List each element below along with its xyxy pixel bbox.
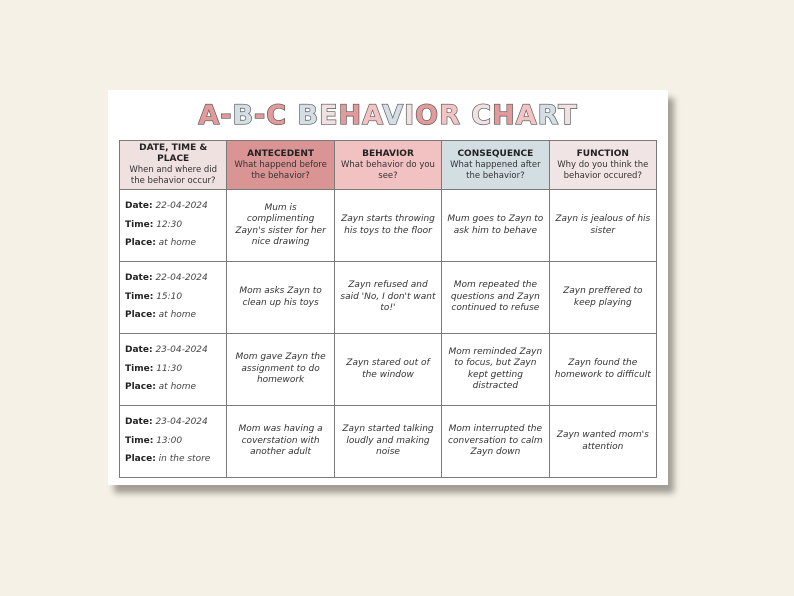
title-letter: I bbox=[404, 100, 416, 131]
column-heading: FUNCTION bbox=[576, 148, 629, 159]
consequence-cell: Mum goes to Zayn to ask him to behave bbox=[442, 190, 549, 262]
place-label: Place: bbox=[125, 454, 156, 465]
date-value: 23-04-2024 bbox=[155, 417, 208, 428]
function-cell: Zayn wanted mom's attention bbox=[549, 406, 656, 478]
title-letter: A bbox=[198, 100, 221, 131]
date-time-place-cell bbox=[120, 406, 227, 478]
time-label: Time: bbox=[125, 219, 154, 230]
date-label: Date: bbox=[125, 273, 153, 284]
behavior-cell: Zayn started talking loudly and making noise bbox=[334, 406, 441, 478]
date-time-place-cell bbox=[120, 190, 227, 262]
function-cell: Zayn is jealous of his sister bbox=[549, 190, 656, 262]
title-letter: E bbox=[319, 100, 339, 131]
title-letter: R bbox=[537, 100, 559, 131]
date-time-place-cell bbox=[120, 334, 227, 406]
header-behavior bbox=[334, 141, 441, 190]
header-antecedent bbox=[227, 141, 334, 190]
abc-table bbox=[119, 140, 657, 478]
column-subheading: Why do you think the behavior occured? bbox=[557, 159, 649, 181]
date-value: 23-04-2024 bbox=[155, 345, 208, 356]
title-letter: B bbox=[297, 100, 320, 131]
header-consequence bbox=[442, 141, 549, 190]
antecedent-cell: Mom gave Zayn the assignment to do homework bbox=[227, 334, 334, 406]
column-subheading: What happend before the behavior? bbox=[234, 159, 327, 181]
header-date-time-place bbox=[120, 141, 227, 190]
consequence-cell: Mom interrupted the conversation to calm Zayn down bbox=[442, 406, 549, 478]
antecedent-cell: Mom was having a coverstation with another adult bbox=[227, 406, 334, 478]
date-label: Date: bbox=[125, 345, 153, 356]
function-cell: Zayn preffered to keep playing bbox=[549, 262, 656, 334]
title-letter: R bbox=[439, 100, 461, 131]
title-letter: - bbox=[254, 100, 267, 131]
antecedent-cell: Mom asks Zayn to clean up his toys bbox=[227, 262, 334, 334]
title-letter: V bbox=[382, 100, 405, 131]
function-cell: Zayn found the homework to difficult bbox=[549, 334, 656, 406]
title-letter: T bbox=[558, 100, 578, 131]
chart-title bbox=[108, 100, 668, 132]
table-row bbox=[120, 190, 657, 262]
time-label: Time: bbox=[125, 363, 154, 374]
table-row bbox=[120, 406, 657, 478]
place-value: at home bbox=[158, 238, 197, 249]
place-label: Place: bbox=[125, 382, 156, 393]
column-heading: CONSEQUENCE bbox=[457, 148, 534, 159]
header-function bbox=[549, 141, 656, 190]
title-letter bbox=[461, 100, 471, 131]
place-label: Place: bbox=[125, 238, 156, 249]
time-value: 15:10 bbox=[156, 291, 183, 302]
place-label: Place: bbox=[125, 310, 156, 321]
place-value: at home bbox=[158, 310, 197, 321]
column-heading: ANTECEDENT bbox=[247, 148, 314, 159]
time-value: 11:30 bbox=[156, 363, 183, 374]
behavior-cell: Zayn stared out of the window bbox=[334, 334, 441, 406]
table-row bbox=[120, 262, 657, 334]
date-label: Date: bbox=[125, 201, 153, 212]
column-heading: DATE, TIME & PLACE bbox=[139, 143, 208, 164]
table-row bbox=[120, 334, 657, 406]
date-label: Date: bbox=[125, 417, 153, 428]
behavior-cell: Zayn starts throwing his toys to the floor bbox=[334, 190, 441, 262]
title-letter: H bbox=[492, 100, 516, 131]
behavior-chart-card bbox=[108, 90, 668, 485]
title-letter: C bbox=[266, 100, 288, 131]
antecedent-cell: Mum is complimenting Zayn's sister for her nice drawing bbox=[227, 190, 334, 262]
time-label: Time: bbox=[125, 435, 154, 446]
title-letter: - bbox=[220, 100, 233, 131]
title-letter bbox=[287, 100, 297, 131]
title-letter: O bbox=[415, 100, 440, 131]
title-letter: A bbox=[515, 100, 538, 131]
date-value: 22-04-2024 bbox=[155, 273, 208, 284]
place-value: at home bbox=[158, 382, 197, 393]
consequence-cell: Mom reminded Zayn to focus, but Zayn kept getting distracted bbox=[442, 334, 549, 406]
header-row bbox=[120, 141, 657, 190]
title-letter: C bbox=[471, 100, 493, 131]
date-time-place-cell bbox=[120, 262, 227, 334]
column-subheading: What behavior do you see? bbox=[340, 159, 435, 181]
title-letter: A bbox=[362, 100, 383, 131]
column-heading: BEHAVIOR bbox=[362, 148, 414, 159]
behavior-cell: Zayn refused and said 'No, I don't want to!' bbox=[334, 262, 441, 334]
time-value: 13:00 bbox=[156, 435, 183, 446]
column-subheading: What happened after the behavior? bbox=[450, 159, 541, 181]
column-subheading: When and where did the behavior occur? bbox=[129, 165, 218, 186]
time-label: Time: bbox=[125, 291, 154, 302]
place-value: in the store bbox=[158, 454, 211, 465]
consequence-cell: Mom repeated the questions and Zayn continued to refuse bbox=[442, 262, 549, 334]
date-value: 22-04-2024 bbox=[155, 201, 208, 212]
title-letter: H bbox=[338, 100, 363, 131]
time-value: 12:30 bbox=[156, 219, 183, 230]
title-letter: B bbox=[232, 100, 255, 131]
